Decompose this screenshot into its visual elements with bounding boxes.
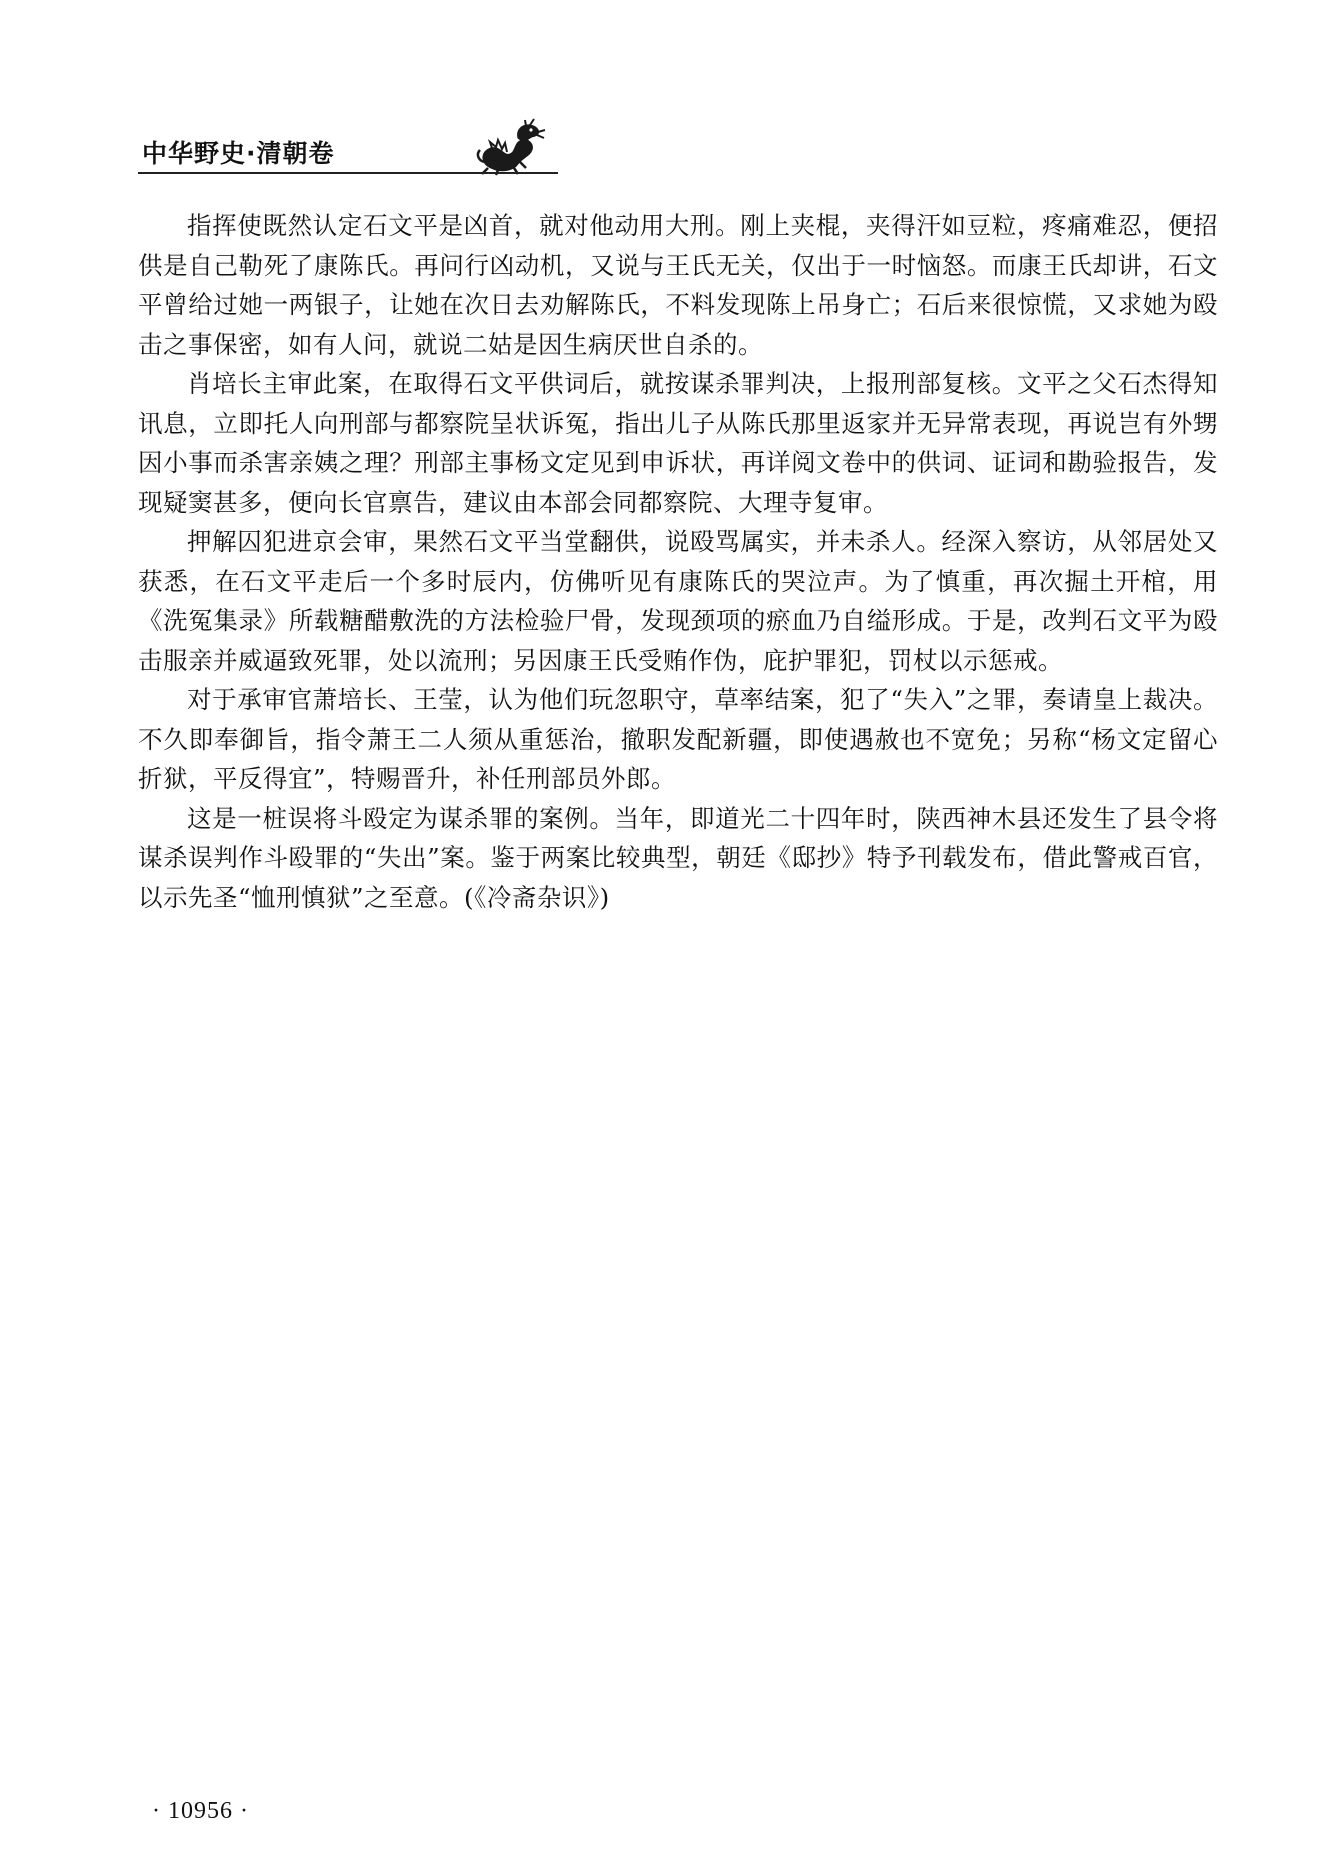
paragraph: 这是一桩误将斗殴定为谋杀罪的案例。当年，即道光二十四年时，陕西神木县还发生了县令将谋杀误判作斗殴罪的“失出”案。鉴于两案比较典型，朝廷《邸抄》特予刊载发布，借此警戒百官，以示先圣“恤刑慎狱”之至意。(《冷斋杂识》) xyxy=(138,803,1218,912)
page-number: · 10956 · xyxy=(152,1798,249,1824)
running-header xyxy=(138,118,558,178)
paragraph: 对于承审官萧培长、王莹，认为他们玩忽职守，草率结案，犯了“失入”之罪，奏请皇上裁决。不久即奉御旨，指令萧王二人须从重惩治，撤职发配新疆，即使遇赦也不宽免；另称“杨文定留心折狱，平反得宜”，特赐晋升，补任刑部员外郎。 xyxy=(138,685,1218,793)
paragraph: 指挥使既然认定石文平是凶首，就对他动用大刑。刚上夹棍，夹得汗如豆粒，疼痛难忍，便招供是自己勒死了康陈氏。再问行凶动机，又说与王氏无关，仅出于一时恼怒。而康王氏却讲，石文平曾给过她一两银子，让她在次日去劝解陈氏，不料发现陈上吊身亡；石后来很惊慌，又求她为殴击之事保密，如有人问，就说二姑是因生病厌世自杀的。 xyxy=(138,211,1218,359)
paragraph: 押解囚犯进京会审，果然石文平当堂翻供，说殴骂属实，并未杀人。经深入察访，从邻居处又获悉，在石文平走后一个多时辰内，仿佛听见有康陈氏的哭泣声。为了慎重，再次掘土开棺，用《洗冤集录》所载糖醋敷洗的方法检验尸骨，发现颈项的瘀血乃自缢形成。于是，改判石文平为殴击服亲并威逼致死罪，处以流刑；另因康王氏受贿作伪，庇护罪犯，罚杖以示惩戒。 xyxy=(138,527,1218,675)
header-rule xyxy=(138,172,558,174)
dragon-icon xyxy=(474,118,548,176)
paragraph: 肖培长主审此案，在取得石文平供词后，就按谋杀罪判决，上报刑部复核。文平之父石杰得知讯息，立即托人向刑部与都察院呈状诉冤，指出儿子从陈氏那里返家并无异常表现，再说岂有外甥因小事而杀害亲姨之理？刑部主事杨文定见到申诉状，再详阅文卷中的供词、证词和勘验报告，发现疑窦甚多，便向长官禀告，建议由本部会同都察院、大理寺复审。 xyxy=(138,369,1218,517)
book-title: 中华野史·清朝卷 xyxy=(142,139,335,168)
article-body xyxy=(138,206,1218,917)
